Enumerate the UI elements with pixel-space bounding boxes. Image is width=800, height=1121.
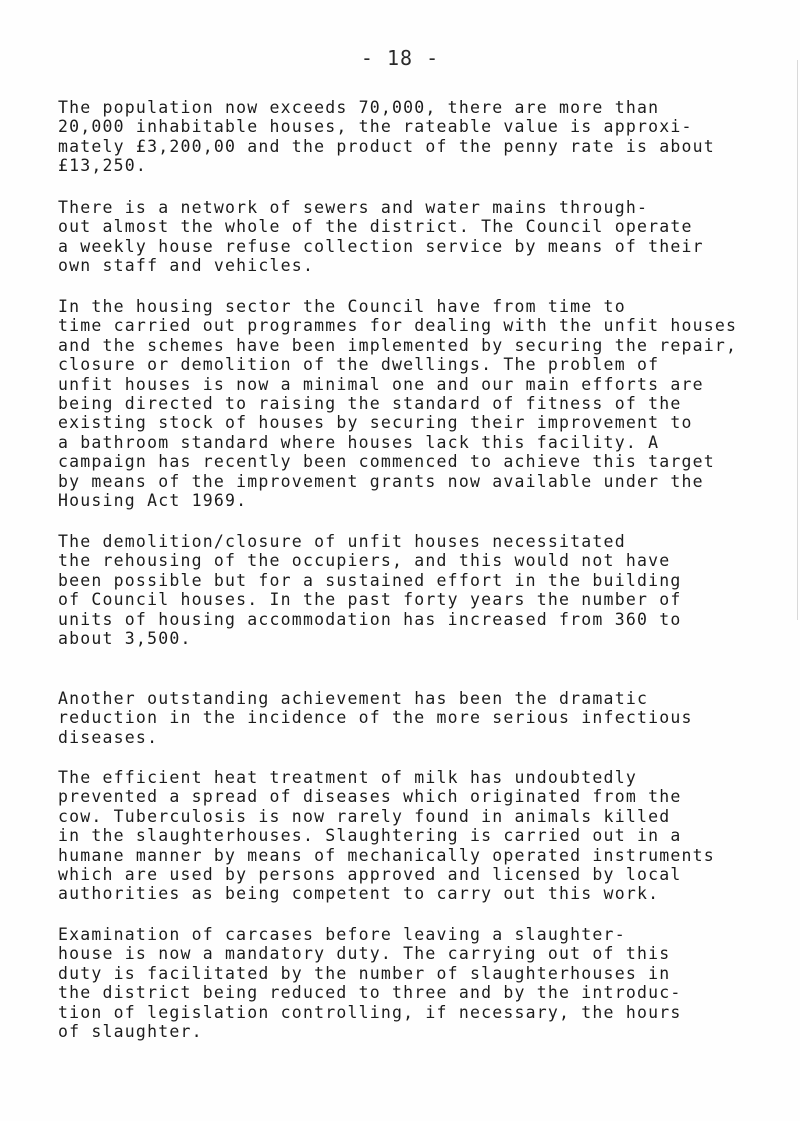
- text-line: reduction in the incidence of the more serious infectious: [58, 708, 693, 728]
- text-line: humane manner by means of mechanically operated instruments: [58, 845, 715, 865]
- text-line: Examination of carcases before leaving a slaughter-: [58, 925, 626, 944]
- page-number: - 18 -: [360, 46, 440, 70]
- paragraph-population: [58, 98, 715, 176]
- text-line: £13,250.: [58, 156, 148, 176]
- text-line: tion of legislation controlling, if necessary, the hours: [58, 1002, 682, 1022]
- text-line: of Council houses. In the past forty years the number of: [58, 590, 682, 610]
- text-line: by means of the improvement grants now available under the: [58, 471, 704, 491]
- text-line: diseases.: [58, 727, 159, 747]
- text-line: The demolition/closure of unfit houses necessitated: [58, 532, 626, 551]
- text-line: duty is facilitated by the number of slaughterhouses in: [58, 963, 671, 983]
- paragraph-milk-treatment: [58, 768, 715, 904]
- text-line: Housing Act 1969.: [58, 491, 248, 511]
- text-line: mately £3,200,00 and the product of the penny rate is about: [58, 136, 715, 156]
- text-line: unfit houses is now a minimal one and our main efforts are: [58, 374, 704, 394]
- text-line: cow. Tuberculosis is now rarely found in animals killed: [58, 806, 671, 826]
- text-line: The population now exceeds 70,000, there are more than: [58, 98, 660, 117]
- page-edge-shadow: [797, 60, 798, 620]
- text-line: existing stock of houses by securing their improvement to: [58, 413, 693, 433]
- text-line: being directed to raising the standard of fitness of the: [58, 394, 682, 414]
- paragraph-housing: [58, 297, 737, 510]
- text-line: been possible but for a sustained effort in the building: [58, 570, 682, 590]
- text-line: 20,000 inhabitable houses, the rateable value is approxi-: [58, 117, 693, 137]
- text-line: closure or demolition of the dwellings. The problem of: [58, 355, 660, 375]
- text-line: There is a network of sewers and water mains through-: [58, 198, 649, 217]
- paragraph-sewers: [58, 198, 704, 276]
- text-line: in the slaughterhouses. Slaughtering is carried out in a: [58, 826, 682, 846]
- paragraph-infectious-diseases: [58, 689, 693, 747]
- text-line: authorities as being competent to carry out this work.: [58, 884, 660, 904]
- text-line: Another outstanding achievement has been the dramatic: [58, 689, 649, 708]
- text-line: campaign has recently been commenced to achieve this target: [58, 452, 715, 472]
- text-line: In the housing sector the Council have from time to: [58, 297, 626, 316]
- text-line: which are used by persons approved and licensed by local: [58, 865, 682, 885]
- text-line: the district being reduced to three and by the introduc-: [58, 983, 682, 1003]
- text-line: of slaughter.: [58, 1022, 203, 1042]
- paragraph-rehousing: [58, 532, 682, 648]
- paragraph-carcase-examination: [58, 925, 682, 1041]
- text-line: a weekly house refuse collection service by means of their: [58, 236, 704, 256]
- text-line: and the schemes have been implemented by securing the repair,: [58, 335, 738, 355]
- text-line: own staff and vehicles.: [58, 256, 315, 276]
- text-line: time carried out programmes for dealing with the unfit houses: [58, 316, 738, 336]
- text-line: about 3,500.: [58, 629, 192, 649]
- text-line: house is now a mandatory duty. The carrying out of this: [58, 944, 671, 964]
- text-line: the rehousing of the occupiers, and this would not have: [58, 551, 671, 571]
- text-line: prevented a spread of diseases which originated from the: [58, 787, 682, 807]
- text-line: The efficient heat treatment of milk has undoubtedly: [58, 768, 637, 787]
- text-line: a bathroom standard where houses lack this facility. A: [58, 432, 660, 452]
- text-line: out almost the whole of the district. The Council operate: [58, 217, 693, 237]
- text-line: units of housing accommodation has increased from 360 to: [58, 609, 682, 629]
